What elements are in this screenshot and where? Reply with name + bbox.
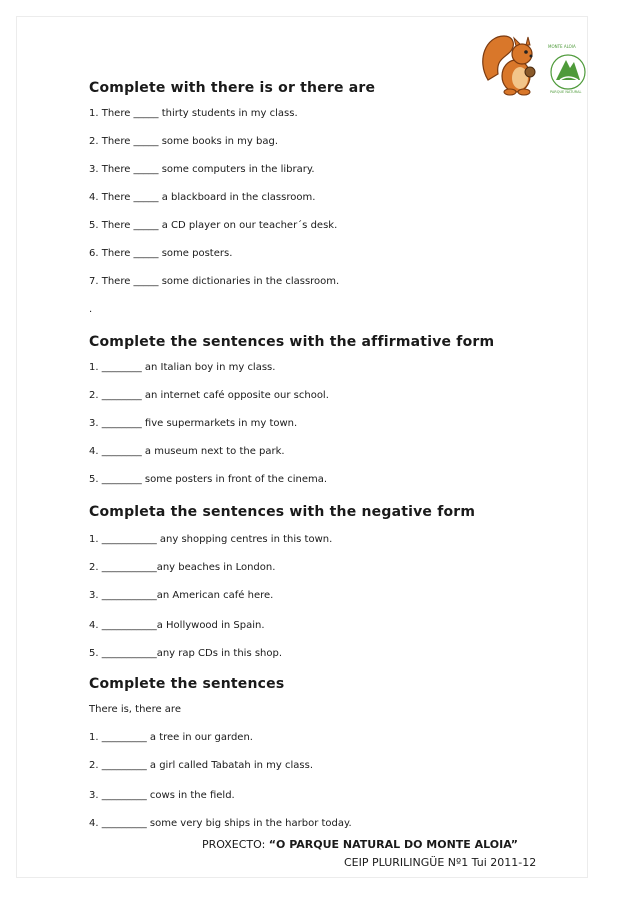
section1-title: Complete with there is or there are [89, 80, 376, 96]
section2-item-4: 4. ________ a museum next to the park. [89, 446, 285, 457]
section4-item-4: 4. _________ some very big ships in the harbor today. [89, 818, 352, 829]
section2-title: Complete the sentences with the affirmative form [89, 334, 495, 350]
section1-item-5: 5. There _____ a CD player on our teacher´s desk. [89, 220, 338, 231]
section1-item-6: 6. There _____ some posters. [89, 248, 233, 259]
section3-item-5: 5. ___________any rap CDs in this shop. [89, 648, 283, 659]
section1-item-3: 3. There _____ some computers in the library. [89, 164, 315, 175]
footer-project: “O PARQUE NATURAL DO MONTE ALOIA” [268, 838, 518, 851]
section3-item-1: 1. ___________ any shopping centres in this town. [89, 534, 333, 545]
section1-item-7: 7. There _____ some dictionaries in the classroom. [89, 276, 340, 287]
section3-item-4: 4. ___________a Hollywood in Spain. [89, 620, 265, 631]
section4-item-2: 2. _________ a girl called Tabatah in my class. [89, 760, 314, 771]
footer-school: CEIP PLURILINGÜE Nº1 Tui 2011-12 [344, 856, 537, 869]
footer-label: PROXECTO: [202, 838, 269, 851]
section1-item-4: 4. There _____ a blackboard in the classroom. [89, 192, 316, 203]
section2-item-5: 5. ________ some posters in front of the cinema. [89, 474, 328, 485]
section4-item-3: 3. _________ cows in the field. [89, 790, 235, 801]
section1-item-1: 1. There _____ thirty students in my class. [89, 108, 298, 119]
section2-item-3: 3. ________ five supermarkets in my town. [89, 418, 298, 429]
section2-item-2: 2. ________ an internet café opposite our school. [89, 390, 329, 401]
section3-item-3: 3. ___________an American café here. [89, 590, 274, 601]
logo-subtext: PARQUE NATURAL [550, 90, 582, 94]
section3-item-2: 2. ___________any beaches in London. [89, 562, 276, 573]
section3-title: Completa the sentences with the negative form [89, 504, 476, 520]
section4-subtitle: There is, there are [89, 704, 181, 715]
section4-title: Complete the sentences [89, 676, 285, 692]
section4-item-1: 1. _________ a tree in our garden. [89, 732, 253, 743]
footer-project-line [202, 838, 638, 851]
logo-text: MONTE ALOIA [548, 44, 576, 49]
monte-aloia-logo [480, 30, 590, 100]
section1-dot: . [89, 304, 93, 315]
section1-item-2: 2. There _____ some books in my bag. [89, 136, 279, 147]
section2-item-1: 1. ________ an Italian boy in my class. [89, 362, 276, 373]
